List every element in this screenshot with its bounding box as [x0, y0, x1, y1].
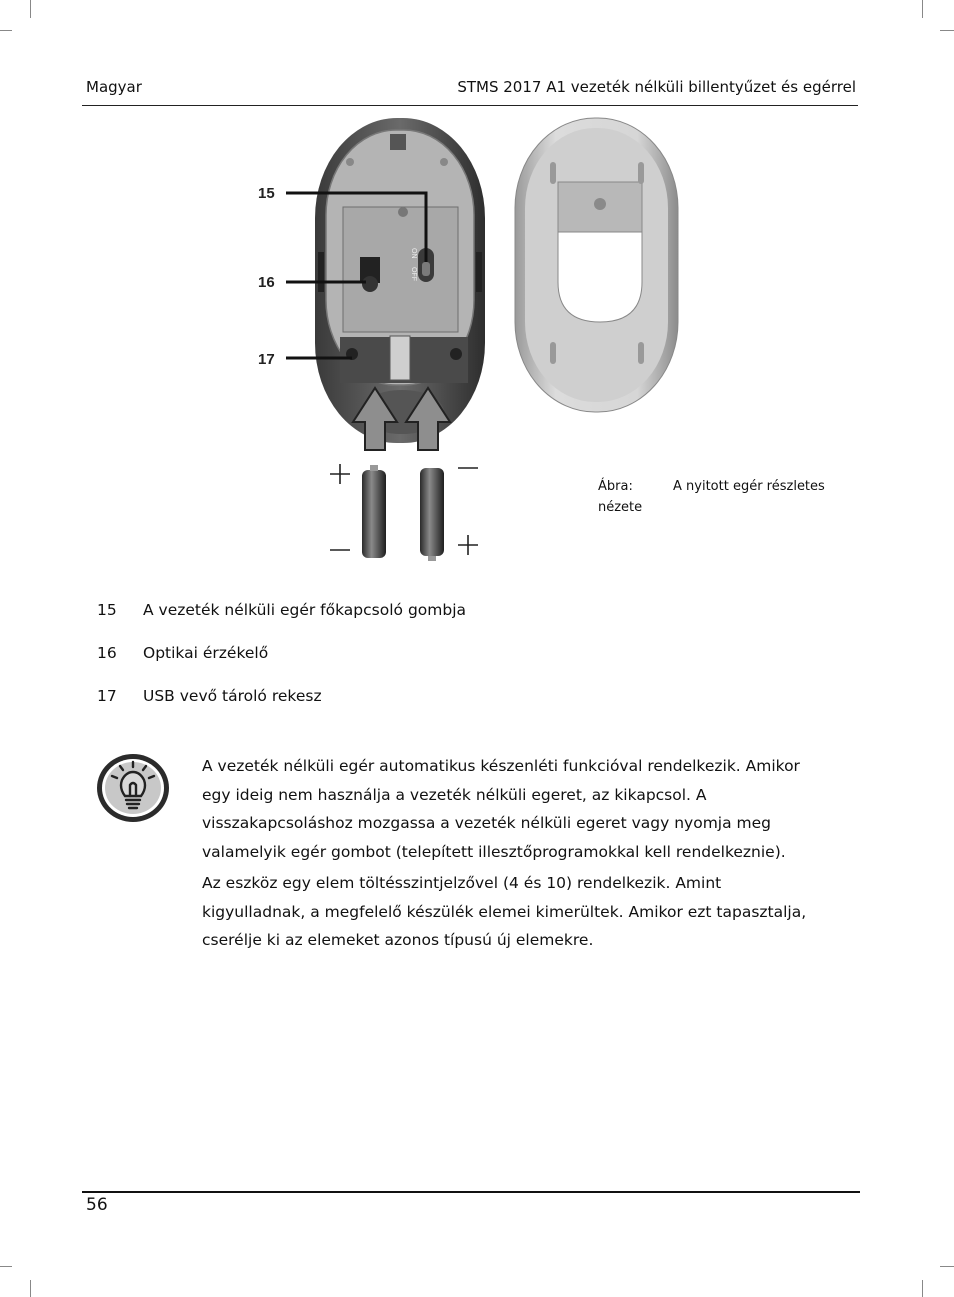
- crop-mark: [922, 1280, 923, 1297]
- usb-receiver-compartment: [390, 336, 410, 380]
- callout-17: 17: [258, 351, 275, 368]
- battery-cover: [515, 118, 678, 412]
- figure-caption: [598, 476, 838, 518]
- crop-mark: [922, 0, 923, 18]
- switch-on-label: ON: [410, 248, 417, 259]
- header-product-title: STMS 2017 A1 vezeték nélküli billentyűzet és egérrel: [457, 78, 856, 96]
- note-paragraph: A vezeték nélküli egér automatikus készenléti funkcióval rendelkezik. Amikor egy ideig nem használja a vezeték nélküli egeret, az kikapcsol. A visszakapcsoláshoz mozgassa a vezeték nélküli egeret vagy nyomja meg valamelyik egér gombot (telepített illesztőprogramokkal kell rendelkeznie).: [202, 757, 800, 861]
- polarity-symbols: [330, 464, 478, 555]
- caption-label: Ábra:: [598, 479, 633, 494]
- crop-mark: [0, 1266, 12, 1267]
- note-text: [202, 752, 812, 958]
- switch-off-label: OFF: [410, 267, 417, 281]
- battery-right: [420, 468, 444, 561]
- crop-mark: [0, 30, 12, 31]
- legend-item: [97, 644, 268, 662]
- callout-15: 15: [258, 185, 275, 202]
- legend-number: 16: [97, 644, 117, 662]
- header-language: Magyar: [86, 78, 142, 96]
- legend-text: Optikai érzékelő: [143, 644, 269, 662]
- legend-item: [97, 601, 466, 619]
- header-rule: [82, 105, 858, 106]
- caption-text-continued: nézete: [598, 500, 643, 515]
- legend-text: A vezeték nélküli egér főkapcsoló gombja: [143, 601, 467, 619]
- crop-mark: [940, 30, 954, 31]
- crop-mark: [940, 1266, 954, 1267]
- crop-mark: [30, 0, 31, 18]
- optical-sensor: [360, 257, 380, 292]
- caption-text: A nyitott egér részletes: [673, 479, 825, 494]
- battery-left: [362, 465, 386, 558]
- footer-rule: [82, 1191, 860, 1193]
- legend-number: 17: [97, 687, 117, 705]
- page-number: 56: [86, 1195, 108, 1215]
- legend-number: 15: [97, 601, 117, 619]
- note-paragraph: Az eszköz egy elem töltésszintjelzővel (4 és 10) rendelkezik. Amint kigyulladnak, a megfelelő készülék elemei kimerültek. Amikor ezt tapasztalja, cserélje ki az elemeket azonos típusú új elemekre.: [202, 874, 807, 949]
- lightbulb-icon: [95, 752, 171, 824]
- legend-text: USB vevő tároló rekesz: [143, 687, 322, 705]
- callout-16: 16: [258, 274, 275, 291]
- legend-item: [97, 687, 322, 705]
- crop-mark: [30, 1280, 31, 1297]
